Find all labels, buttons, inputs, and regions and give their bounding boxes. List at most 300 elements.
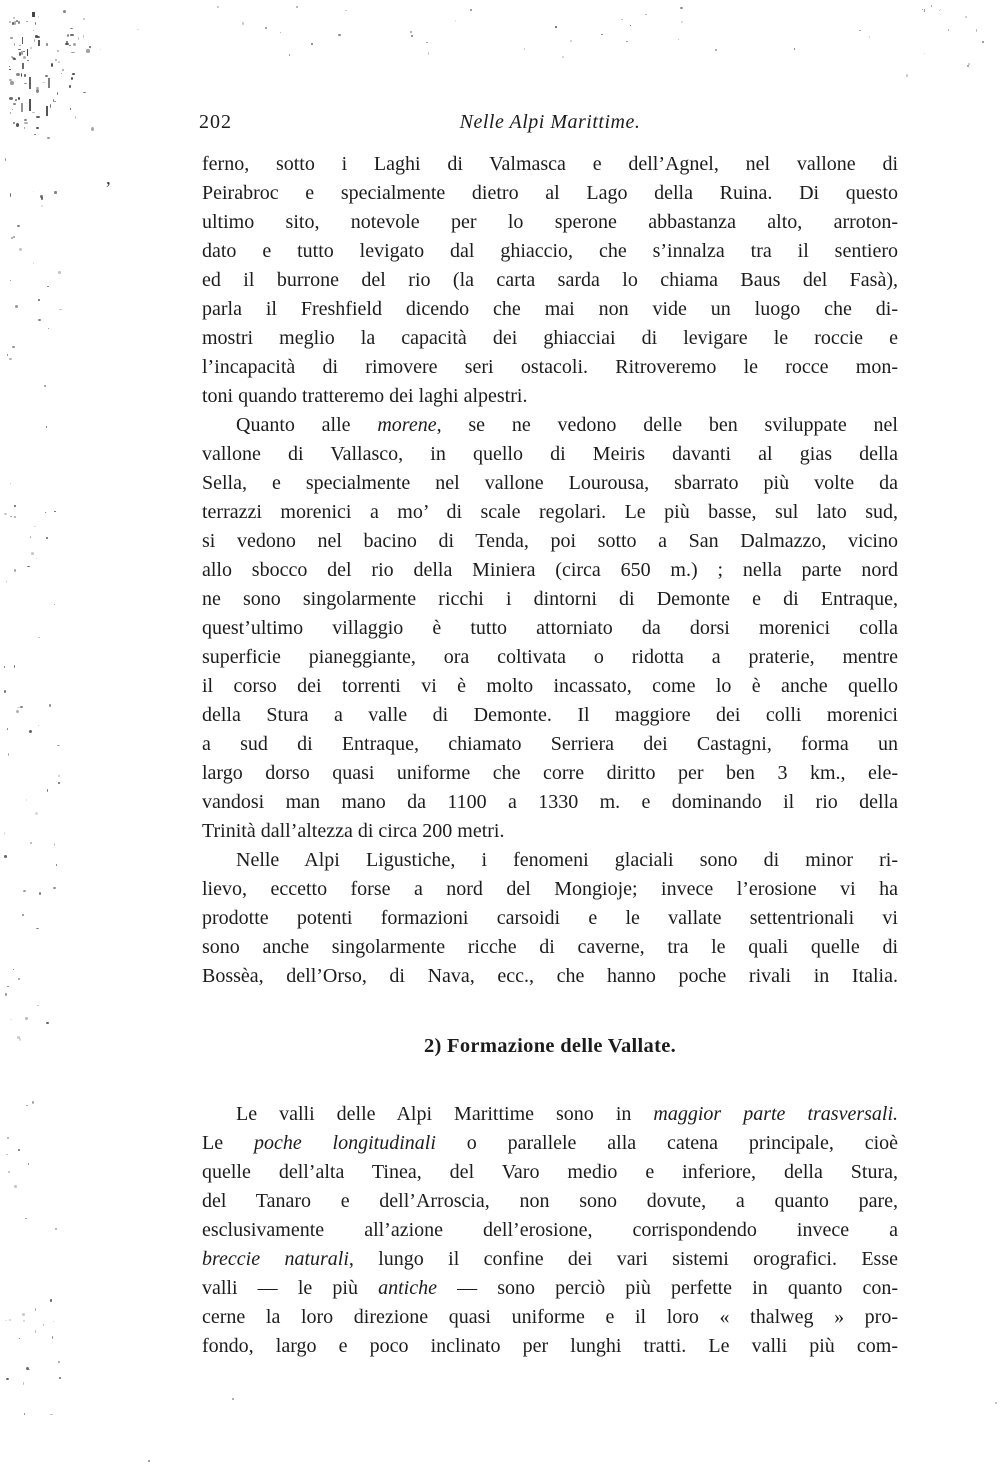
scan-speck (924, 53, 926, 54)
scan-speck (26, 1105, 28, 1107)
scan-speck (86, 49, 90, 53)
scan-speck (58, 1361, 60, 1363)
scan-speck (995, 1402, 997, 1404)
scan-speck (31, 552, 34, 555)
scan-speck (17, 225, 20, 227)
scan-speck (968, 63, 970, 64)
scan-speck (54, 511, 56, 513)
text-line: a sud di Entraque, chiamato Serriera dei Castagni, forma un (202, 733, 898, 755)
scan-speck (32, 12, 35, 17)
scan-speck (21, 51, 23, 55)
text-line: vallone di Vallasco, in quello di Meiris davanti al gias della (202, 443, 898, 465)
scan-speck (13, 969, 15, 970)
scan-speck (11, 237, 13, 239)
scan-speck (33, 30, 35, 31)
scan-speck (36, 558, 37, 559)
text-line: esclusivamente all’azione dell’erosione, corrispondendo invece a (202, 1219, 898, 1241)
scan-speck (621, 19, 623, 20)
scan-speck (52, 1336, 53, 1339)
scan-speck (44, 385, 46, 387)
scan-speck (42, 82, 45, 83)
scan-speck (19, 248, 22, 251)
paragraph (202, 150, 898, 411)
scan-speck (58, 782, 60, 784)
text-line: prodotte potenti formazioni carsoidi e le vallate settentrionali vi (202, 907, 898, 929)
scan-speck (83, 92, 86, 93)
scan-speck (30, 842, 32, 844)
scan-speck (967, 65, 969, 67)
scan-speck (46, 426, 47, 428)
text-line: breccie naturali, lungo il confine dei vari sistemi orografici. Esse (202, 1248, 898, 1270)
scan-speck (18, 978, 20, 980)
scan-speck (38, 725, 39, 726)
scan-speck (47, 137, 50, 139)
scan-speck (10, 1019, 13, 1020)
scan-speck (34, 39, 35, 42)
scan-speck (67, 34, 70, 37)
scan-speck (45, 512, 46, 513)
scan-speck (680, 7, 683, 9)
scan-speck (17, 1036, 20, 1039)
scan-speck (22, 914, 24, 916)
scan-speck (14, 569, 16, 572)
scan-speck (30, 47, 33, 50)
text-line: si vedono nel bacino di Tenda, poi sotto a San Dalmazzo, vicino (202, 530, 898, 552)
scan-speck (5, 1320, 8, 1321)
scan-speck (9, 358, 12, 360)
scan-speck (30, 536, 31, 538)
scan-mark: , (106, 168, 111, 189)
scan-speck (41, 205, 43, 207)
scan-speck (562, 56, 564, 58)
text-line: Sella, e specialmente nel vallone Lourousa, sbarrato più volte da (202, 472, 898, 494)
scan-speck (13, 58, 16, 60)
scan-speck (23, 890, 26, 892)
text-line: sono anche singolarmente ricche di caverne, tra le quali quelle di (202, 936, 898, 958)
text-line: Bossèa, dell’Orso, di Nava, ecc., che hanno poche rivali in Italia. (202, 965, 898, 987)
scan-speck (23, 1382, 25, 1385)
paragraph (202, 1100, 898, 1361)
scan-speck (976, 29, 977, 31)
scan-speck (23, 1320, 25, 1322)
scan-speck (7, 728, 9, 731)
text-line: dato e tutto levigato dal ghiaccio, che s’innalza tra il sentiero (202, 240, 898, 262)
scan-speck (47, 286, 49, 288)
scan-speck (570, 40, 572, 42)
scan-speck (36, 928, 39, 929)
scan-speck (10, 483, 12, 484)
scan-speck (29, 730, 32, 733)
scan-speck (33, 262, 35, 264)
scan-speck (7, 986, 9, 987)
scan-speck (24, 119, 26, 121)
scan-speck (18, 97, 20, 100)
scan-speck (38, 16, 39, 18)
scan-speck (40, 195, 43, 198)
scan-speck (19, 1338, 20, 1339)
scan-speck (28, 1163, 29, 1165)
scan-speck (47, 789, 48, 792)
scan-speck (19, 45, 22, 47)
scan-speck (601, 34, 603, 35)
scan-speck (21, 73, 22, 77)
scan-speck (66, 41, 68, 43)
scan-speck (411, 35, 413, 36)
scan-speck (35, 1330, 36, 1333)
text-line: Le poche longitudinali o parallele alla catena principale, cioè (202, 1132, 899, 1154)
scan-speck (9, 79, 12, 82)
scan-speck (924, 9, 926, 12)
text-line: superficie pianeggiante, ora coltivata o ridotta a praterie, mentre (202, 646, 898, 668)
scan-speck (48, 328, 49, 329)
scan-speck (45, 75, 48, 77)
scan-speck (19, 52, 21, 56)
scan-speck (10, 280, 11, 281)
scan-speck (859, 30, 862, 31)
text-line: l’incapacità di rimovere seri ostacoli. Ritroveremo le rocce mon- (202, 356, 898, 378)
text-line: toni quando tratteremo dei laghi alpestri. (202, 385, 528, 407)
text-line: parla il Freshfield dicendo che mai non vide un luogo che di- (202, 298, 898, 320)
scan-speck (57, 50, 59, 52)
scan-speck (455, 20, 457, 23)
scan-speck (22, 1313, 25, 1316)
scan-speck (12, 22, 14, 25)
scan-speck (38, 319, 41, 322)
scan-speck (24, 1413, 25, 1415)
scan-speck (17, 707, 20, 708)
scan-speck (26, 1367, 29, 1370)
scan-speck (23, 51, 25, 52)
scan-speck (9, 1319, 12, 1321)
page-body (202, 150, 898, 1361)
scan-speck (16, 123, 19, 127)
scan-speck (345, 10, 347, 11)
scan-speck (73, 43, 77, 46)
scan-speck (940, 9, 942, 10)
scan-speck (32, 1101, 34, 1104)
scan-speck (35, 1308, 37, 1311)
scan-speck (24, 74, 27, 77)
scan-speck (16, 710, 19, 713)
scan-speck (10, 112, 11, 115)
text-line: del Tanaro e dell’Arroscia, non sono dovute, a quanto pare, (202, 1190, 898, 1212)
scan-speck (10, 516, 12, 517)
scan-speck (29, 99, 31, 111)
scan-speck (25, 1017, 28, 1020)
scan-speck (36, 127, 39, 130)
scan-speck (869, 36, 870, 39)
scan-speck (38, 299, 41, 301)
scan-speck (20, 706, 23, 708)
scan-speck (50, 1299, 52, 1302)
scan-speck (38, 40, 39, 46)
scan-speck (36, 116, 40, 118)
scan-speck (4, 513, 7, 514)
scan-speck (38, 637, 40, 638)
text-line: Le valli delle Alpi Marittime sono in maggior parte trasversali. (236, 1103, 898, 1125)
scan-speck (426, 42, 428, 43)
scan-speck (10, 37, 13, 39)
scan-speck (27, 566, 30, 567)
scan-speck (36, 89, 39, 93)
scan-speck (35, 812, 38, 815)
scan-speck (16, 20, 18, 22)
scan-speck (630, 25, 631, 27)
scan-speck (46, 43, 48, 46)
scan-speck (43, 1324, 44, 1327)
text-line: allo sbocco del rio della Miniera (circa 650 m.) ; nella parte nord (202, 559, 898, 581)
scan-speck (72, 73, 75, 75)
scan-speck (19, 1038, 22, 1041)
scan-speck (91, 127, 94, 131)
scan-speck (715, 49, 717, 51)
scan-speck (13, 236, 14, 238)
scan-speck (61, 73, 62, 74)
text-line: lievo, eccetto forse a nord del Mongioje; invece l’erosione vi ha (202, 878, 898, 900)
scan-speck (83, 18, 85, 20)
scan-speck (13, 17, 15, 19)
scan-speck (906, 74, 908, 77)
scan-speck (410, 31, 412, 32)
scan-speck (46, 106, 48, 116)
scan-speck (10, 193, 11, 196)
scan-speck (27, 60, 29, 62)
scan-speck (24, 122, 28, 124)
scan-speck (982, 41, 984, 44)
text-line: Peirabroc e specialmente dietro al Lago della Ruina. Di questo (202, 182, 898, 204)
scan-speck (70, 34, 74, 37)
scan-speck (32, 112, 35, 114)
scan-speck (54, 604, 56, 606)
scan-speck (36, 87, 39, 89)
scan-speck (59, 309, 62, 310)
scan-speck (242, 22, 244, 24)
scan-speck (9, 21, 11, 24)
scan-speck (53, 1321, 55, 1323)
scan-speck (50, 104, 51, 108)
scan-speck (4, 690, 6, 693)
scan-speck (311, 43, 313, 45)
scan-speck (25, 1218, 27, 1219)
scan-speck (265, 27, 267, 29)
scan-speck (50, 1414, 53, 1415)
scan-speck (4, 832, 5, 835)
text-line: Trinità dall’altezza di circa 200 metri. (202, 820, 505, 842)
scan-speck (35, 22, 36, 26)
scan-speck (27, 52, 29, 55)
text-line: Nelle Alpi Ligustiche, i fenomeni glaciali sono di minor ri- (236, 849, 898, 871)
scan-speck (37, 1005, 39, 1007)
scan-speck (27, 49, 29, 56)
scan-speck (78, 37, 80, 41)
paragraph (202, 846, 898, 991)
scan-speck (46, 537, 48, 539)
scan-speck (15, 99, 17, 101)
scan-speck (14, 516, 16, 518)
scan-speck (65, 43, 68, 46)
scan-speck (470, 9, 472, 11)
scan-speck (57, 745, 60, 746)
scan-speck (5, 993, 7, 996)
scan-speck (922, 9, 924, 11)
scan-speck (16, 73, 20, 76)
scan-speck (217, 6, 219, 8)
scan-speck (7, 354, 9, 357)
scan-speck (289, 54, 290, 56)
scan-speck (58, 775, 61, 777)
scan-speck (18, 1149, 20, 1151)
scan-speck (6, 580, 7, 583)
scan-speck (18, 21, 20, 24)
scan-speck (14, 1185, 17, 1188)
text-line: ferno, sotto i Laghi di Valmasca e dell’Agnel, nel vallone di (202, 153, 898, 175)
scan-speck (11, 56, 13, 58)
scan-speck (12, 109, 14, 110)
scan-speck (148, 1460, 150, 1462)
text-line: mostri meglio la capacità dei ghiacciai di levigare le roccie e (202, 327, 898, 349)
scan-speck (70, 28, 74, 29)
scan-speck (75, 116, 77, 119)
text-line: cerne la loro direzione quasi uniforme e il loro « thalweg » pro- (202, 1306, 898, 1328)
scan-speck (29, 77, 30, 89)
scan-speck (965, 16, 967, 18)
scan-speck (24, 127, 25, 129)
scan-speck (4, 666, 5, 668)
text-line: valli — le più antiche — sono perciò più perfette in quanto con- (202, 1277, 899, 1299)
scan-speck (678, 39, 679, 40)
scan-speck (26, 799, 27, 801)
scan-speck (23, 56, 26, 59)
text-line: Quanto alle morene, se ne vedono delle ben sviluppate nel (236, 414, 898, 436)
scan-speck (524, 48, 525, 50)
scan-speck (71, 77, 74, 80)
paragraph (202, 411, 898, 846)
text-line: terrazzi morenici a mo’ di scale regolari. Le più basse, sul lato sud, (202, 501, 898, 523)
scan-speck (13, 103, 16, 105)
scan-speck (8, 753, 9, 756)
scan-speck (948, 29, 950, 31)
scan-speck (35, 35, 39, 38)
scan-speck (14, 505, 16, 507)
scan-speck (41, 197, 43, 200)
scan-speck (645, 14, 647, 15)
scan-speck (939, 10, 941, 11)
scan-speck (34, 134, 36, 135)
scan-speck (34, 526, 36, 527)
scan-speck (10, 81, 13, 85)
scan-speck (15, 305, 17, 308)
scan-speck (53, 99, 54, 102)
scan-speck (62, 69, 64, 71)
scan-speck (428, 52, 429, 54)
scan-speck (53, 887, 55, 889)
scan-speck (39, 892, 41, 895)
scan-speck (54, 101, 56, 102)
scan-speck (794, 48, 795, 50)
scan-speck (27, 1369, 30, 1370)
scan-speck (54, 191, 57, 193)
scan-speck (100, 49, 101, 50)
text-line: quelle dell’alta Tinea, del Varo medio e inferiore, della Stura, (202, 1161, 898, 1183)
text-line: fondo, largo e poco inclinato per lunghi tratti. Le valli più com- (202, 1335, 898, 1357)
text-line: ultimo sito, notevole per lo sperone abbastanza alto, arroton- (202, 211, 898, 233)
scan-speck (37, 36, 40, 38)
text-line: ne sono singolarmente ricchi i dintorni di Demonte e di Entraque, (202, 588, 898, 610)
scan-speck (26, 21, 28, 23)
scan-speck (51, 63, 53, 67)
scan-speck (59, 1377, 61, 1379)
scan-speck (338, 34, 341, 36)
scan-speck (63, 10, 66, 13)
scan-speck (33, 191, 35, 192)
scan-speck (69, 85, 71, 89)
scan-speck (89, 46, 90, 48)
scan-speck (24, 83, 27, 84)
scan-speck (58, 271, 61, 274)
scan-speck (5, 158, 6, 161)
scan-speck (280, 32, 281, 34)
scan-speck (49, 704, 51, 707)
scan-speck (55, 1228, 58, 1230)
scan-speck (55, 59, 57, 61)
scan-speck (4, 855, 7, 858)
scan-speck (14, 21, 16, 25)
scan-speck (58, 61, 60, 63)
scan-speck (7, 1137, 9, 1139)
scan-speck (9, 97, 13, 100)
scan-speck (6, 1154, 8, 1155)
text-line: vandosi man mano da 1100 a 1330 m. e dominando il rio della (202, 791, 898, 813)
scan-speck (12, 57, 15, 59)
scan-speck (9, 69, 11, 71)
scan-speck (137, 29, 139, 31)
scan-speck (46, 1022, 48, 1024)
scan-speck (12, 346, 15, 349)
scan-speck (681, 21, 683, 23)
text-line: quest’ultimo villaggio è tutto attorniato da dorsi morenici colla (202, 617, 898, 639)
text-line: largo dorso quasi uniforme che corre diritto per ben 3 km., ele- (202, 762, 898, 784)
scan-speck (71, 52, 75, 53)
scan-speck (22, 63, 24, 69)
section-heading: 2) Formazione delle Vallate. (423, 1035, 677, 1057)
text-line: ed il burrone del rio (la carta sarda lo chiama Baus del Fasà), (202, 269, 898, 291)
scan-speck (9, 66, 10, 67)
scan-speck (14, 665, 15, 668)
scan-speck (18, 49, 21, 51)
scan-speck (6, 1378, 9, 1381)
page-header (199, 108, 898, 137)
text-line: il corso dei torrenti vi è molto incassato, come lo è anche quello (202, 675, 898, 697)
scan-speck (56, 864, 57, 866)
scan-speck (555, 26, 556, 28)
scan-speck (13, 122, 15, 125)
scan-speck (931, 5, 932, 7)
scan-speck (626, 41, 628, 42)
scan-speck (57, 92, 58, 96)
text-line: della Stura a valle di Demonte. Il maggiore dei colli morenici (202, 704, 898, 726)
scan-speck (83, 35, 84, 37)
running-header: Nelle Alpi Marittime. (459, 111, 641, 133)
scan-speck (8, 1171, 11, 1173)
scan-speck (69, 45, 72, 46)
scan-speck (232, 1398, 234, 1400)
scan-speck (22, 37, 23, 44)
scan-speck (54, 843, 55, 846)
scan-speck (14, 43, 15, 46)
scan-speck (21, 103, 23, 112)
scan-speck (70, 108, 72, 110)
scan-speck (48, 78, 50, 89)
